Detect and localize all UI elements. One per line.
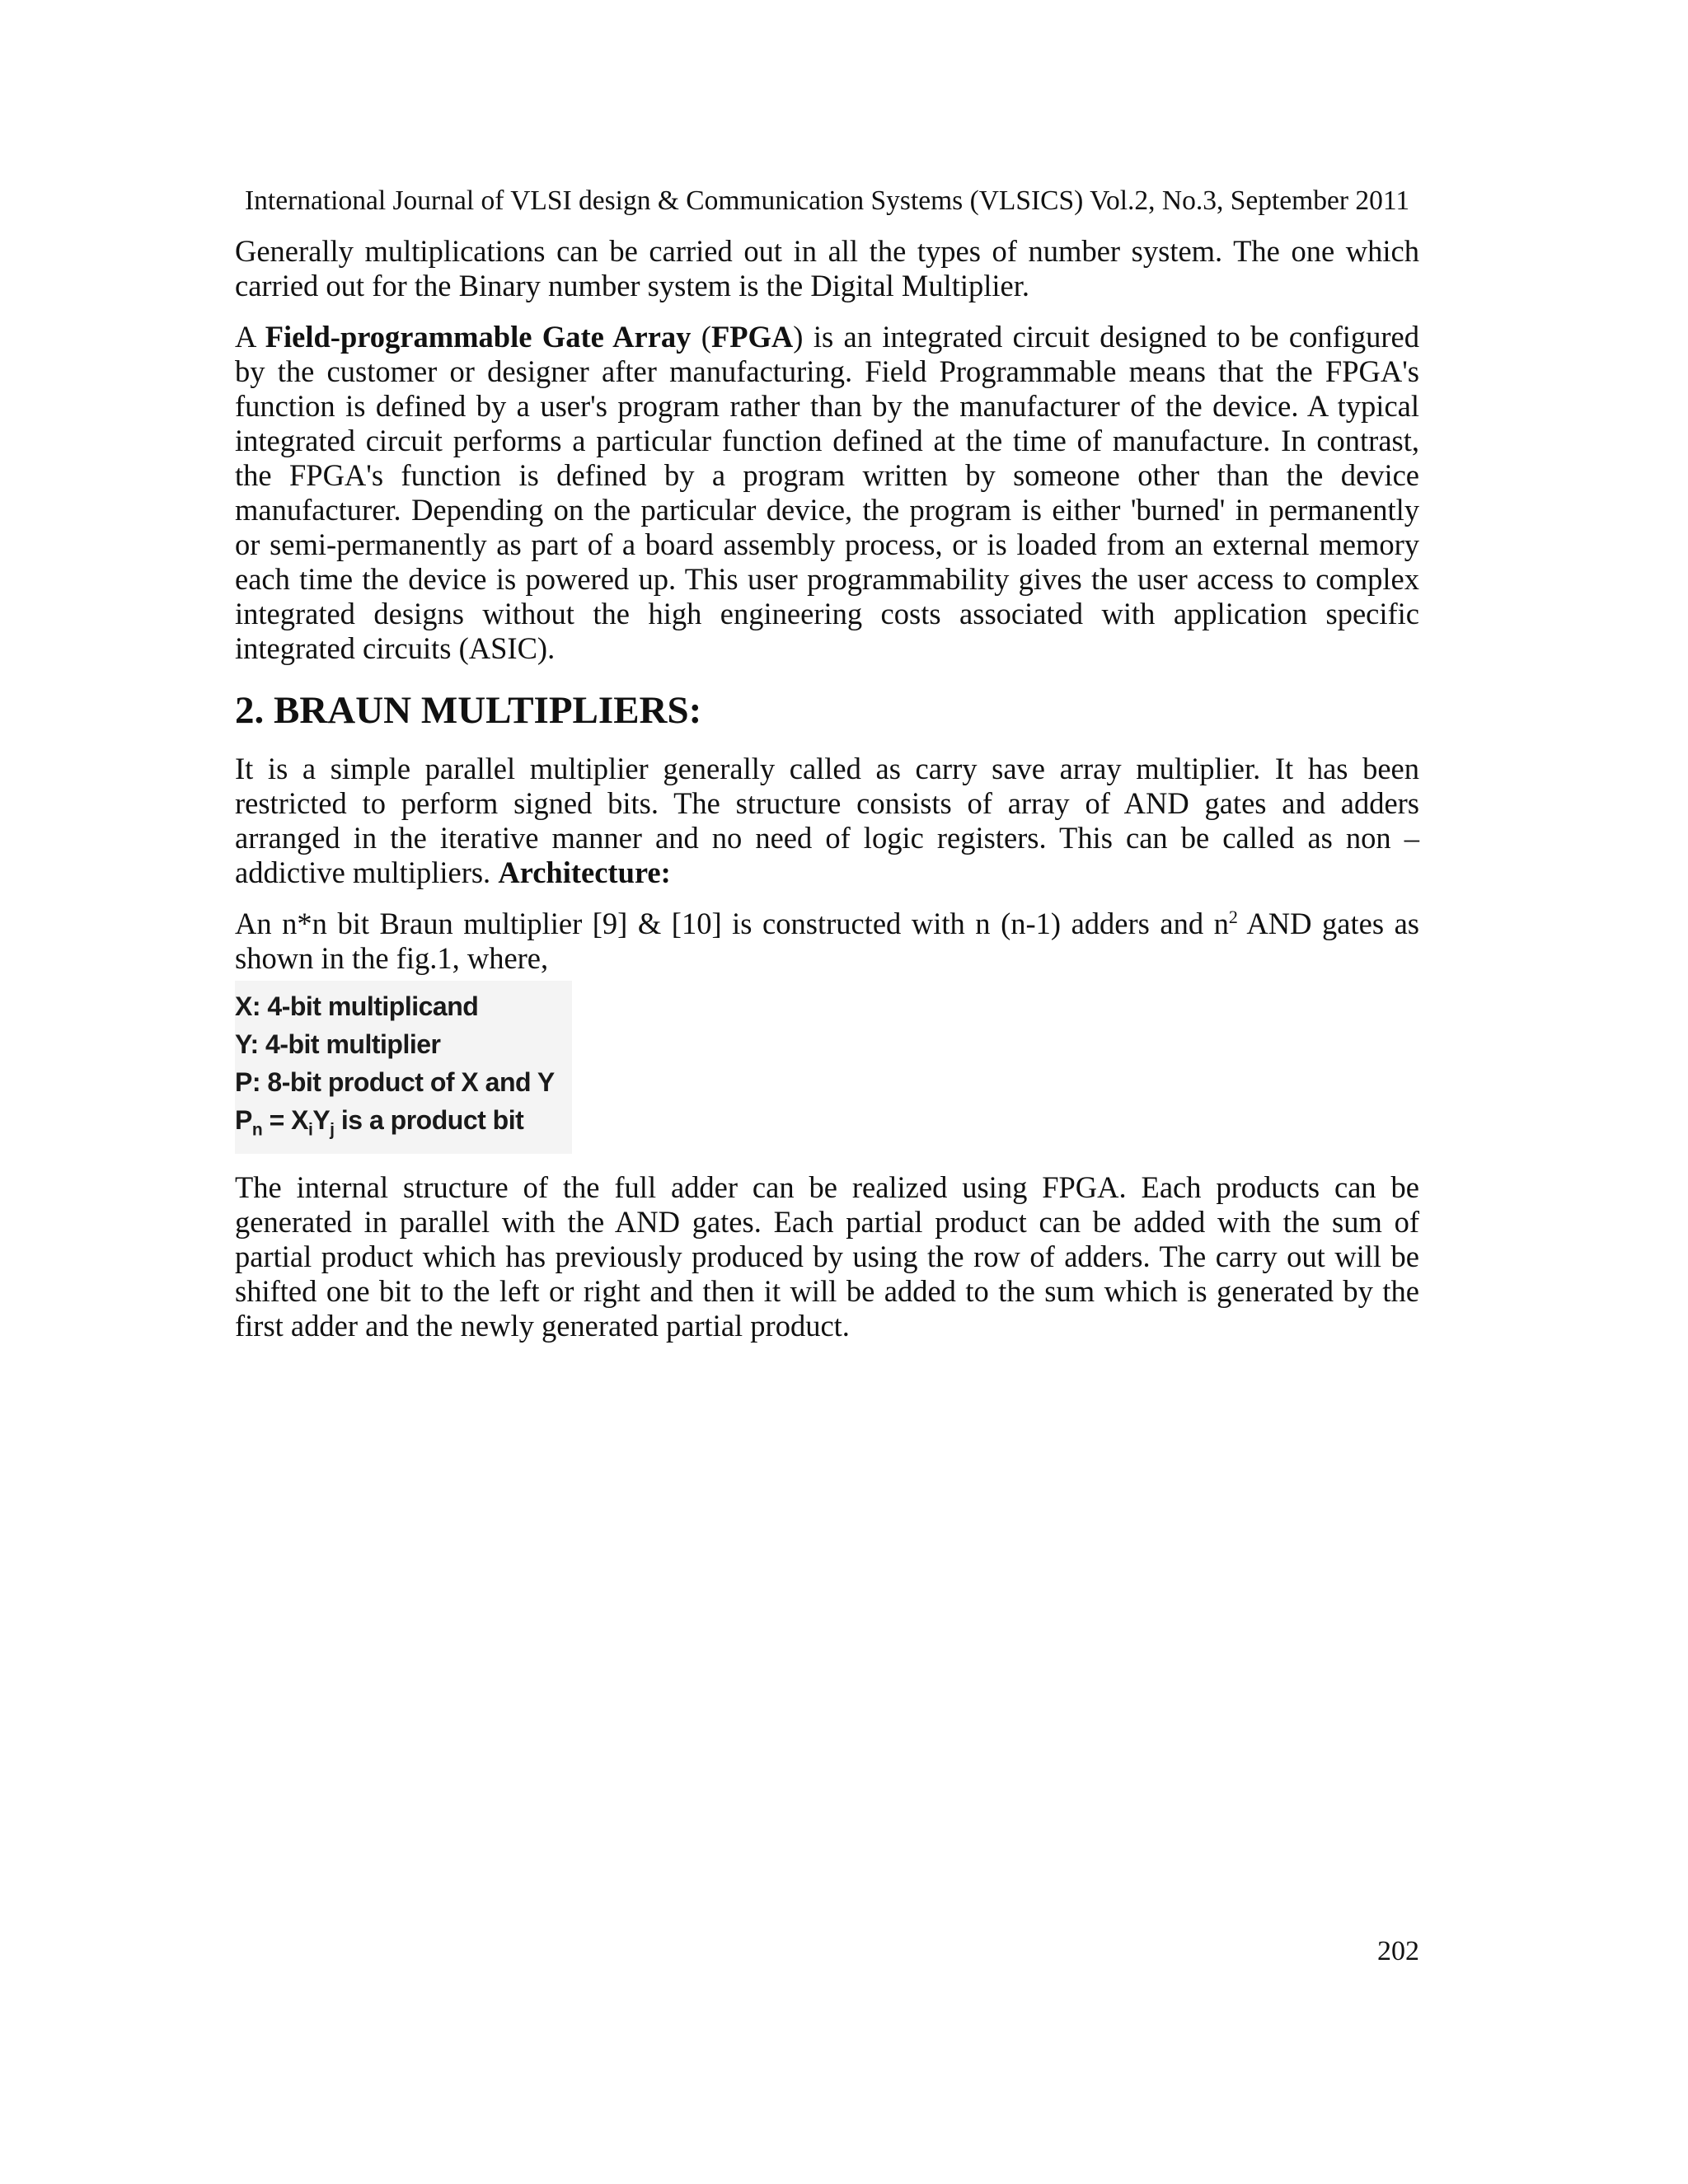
pn-equals-x: = X	[262, 1105, 308, 1135]
pn-subscript-j: j	[330, 1120, 335, 1140]
construction-text-before: An n*n bit Braun multiplier [9] & [10] is constructed with n (n-1) adders and n	[235, 907, 1229, 940]
pn-y: Y	[312, 1105, 331, 1135]
pn-subscript-i: i	[307, 1120, 313, 1140]
construction-superscript: 2	[1228, 906, 1238, 927]
pn-rest: is a product bit	[334, 1105, 524, 1135]
definitions-figure	[235, 981, 572, 1154]
architecture-label: Architecture:	[498, 855, 671, 889]
paragraph-multiplication-intro: Generally multiplications can be carried out in all the types of number system. The one which carried out for the Binary number system is the Digital Multiplier.	[235, 234, 1419, 302]
definition-x: X: 4-bit multiplicand	[235, 991, 479, 1021]
journal-header: International Journal of VLSI design & Communication Systems (VLSICS) Vol.2, No.3, September 2011	[245, 185, 1410, 216]
fpga-para-paren: (	[691, 320, 711, 354]
braun-intro-text: It is a simple parallel multiplier generally called as carry save array multiplier. It has been restricted to perform signed bits. The structure consists of array of AND gates and adders arranged in the iterative manner and no need of logic registers. This can be called as non – addictive multipliers.	[235, 752, 1419, 889]
paragraph-braun-construction	[235, 907, 1419, 976]
section-heading: 2. BRAUN MULTIPLIERS:	[235, 689, 702, 732]
fpga-para-lead: A	[235, 320, 265, 354]
paragraph-full-adder: The internal structure of the full adder can be realized using FPGA. Each products can be generated in parallel with the AND gates. Each partial product can be added with the sum of partial product which has previously produced by using the row of adders. The carry out will be shifted one bit to the left or right and then it will be added to the sum which is generated by the first adder and the newly generated partial product.	[235, 1170, 1419, 1343]
definition-y: Y: 4-bit multiplier	[235, 1029, 441, 1059]
definition-pn	[235, 1101, 569, 1149]
page-number: 202	[1377, 1936, 1419, 1966]
paragraph-fpga	[235, 320, 1419, 666]
page-body	[235, 234, 1419, 1360]
pn-subscript: n	[251, 1120, 263, 1140]
definition-p: P: 8-bit product of X and Y	[235, 1067, 555, 1097]
paragraph-braun-intro	[235, 752, 1419, 890]
fpga-para-rest: ) is an integrated circuit designed to be configured by the customer or designer after manufacturing. Field Programmable means that the FPGA's function is defined by a user's program rather than by the manufacturer of the device. A typical integrated circuit performs a particular function defined at the time of manufacture. In contrast, the FPGA's function is defined by a program written by someone other than the device manufacturer. Depending on the particular device, the program is either 'burned' in permanently or semi-permanently as part of a board assembly process, or is loaded from an external memory each time the device is powered up. This user programmability gives the user access to complex integrated designs without the high engineering costs associated with application specific integrated circuits (ASIC).	[235, 320, 1420, 665]
pn-symbol: P	[235, 1105, 252, 1135]
fpga-acronym-bold: FPGA	[710, 320, 794, 354]
construction-text-after: AND gates as shown in the fig.1, where,	[235, 907, 1419, 975]
fpga-term-bold: Field-programmable Gate Array	[265, 320, 692, 354]
